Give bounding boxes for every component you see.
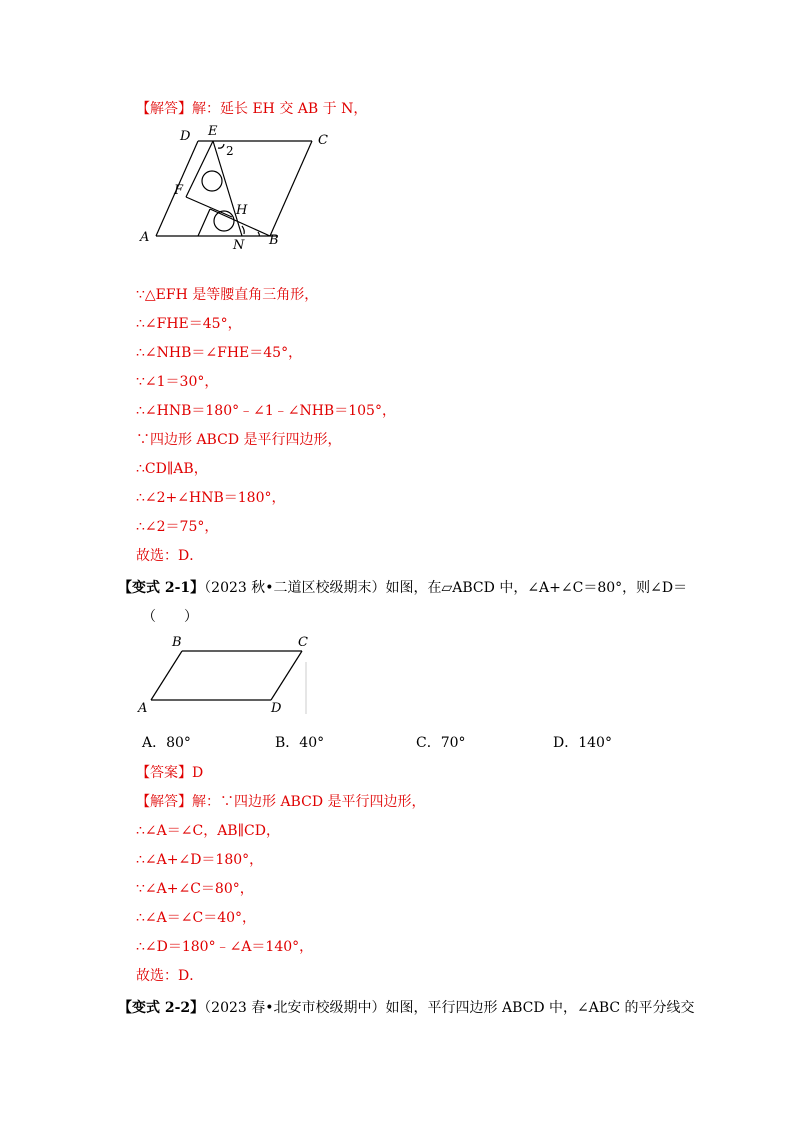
label-B: B: [172, 635, 182, 650]
option-d: D．140°: [553, 735, 612, 751]
label-D: D: [271, 701, 282, 716]
solution1-conclusion: 故选：D．: [136, 548, 204, 564]
option-c: C．70°: [416, 735, 466, 751]
solution1-step-4: ∵∠1＝30°，: [136, 374, 219, 390]
solution1-step-7: ∴CD∥AB，: [136, 461, 208, 477]
solution1-step-5: ∴∠HNB＝180°﹣∠1﹣∠NHB＝105°，: [136, 403, 396, 419]
option-a: A．80°: [142, 735, 191, 751]
variant21-step-4: ∴∠A＝∠C＝40°，: [136, 910, 257, 926]
solution-header: 【解答】解：延长 EH 交 AB 于 N，: [136, 101, 368, 117]
label-H: H: [236, 203, 248, 218]
solution1-step-8: ∴∠2+∠HNB＝180°，: [136, 490, 286, 506]
solution1-step-1: ∵△EFH 是等腰直角三角形，: [136, 287, 319, 303]
figure-parallelogram-triangle: [130, 122, 360, 257]
solution1-step-6: ∵四边形 ABCD 是平行四边形，: [136, 432, 342, 448]
label-C: C: [298, 635, 308, 650]
solution1-step-3: ∴∠NHB＝∠FHE＝45°，: [136, 345, 303, 361]
label-C: C: [318, 133, 328, 148]
variant21-answer: 【答案】D: [136, 765, 204, 781]
variant21-step-1: ∴∠A＝∠C，AB∥CD，: [136, 823, 280, 839]
label-D: D: [180, 129, 191, 144]
variant22-question-line: [118, 999, 695, 1017]
label-N: N: [233, 238, 245, 253]
variant21-conclusion: 故选：D．: [136, 968, 204, 984]
variant21-solution-header: 【解答】解：∵四边形 ABCD 是平行四边形，: [136, 794, 426, 810]
label-E: E: [208, 124, 218, 139]
solution1-step-2: ∴∠FHE＝45°，: [136, 316, 242, 332]
label-F: F: [174, 183, 184, 198]
label-B: B: [269, 233, 279, 248]
variant21-step-2: ∴∠A+∠D＝180°，: [136, 852, 264, 868]
variant21-tag: 【变式 2-1】: [118, 580, 205, 596]
label-A: A: [140, 230, 150, 245]
label-angle-2: 2: [226, 144, 234, 158]
variant21-step-5: ∴∠D＝180°﹣∠A＝140°，: [136, 939, 314, 955]
variant21-question: （2023 秋•二道区校级期末）如图，在▱ABCD 中，∠A+∠C＝80°，则∠D＝: [204, 580, 688, 596]
variant22-question: （2023 春•北安市校级期中）如图，平行四边形 ABCD 中，∠ABC 的平分线交: [204, 1000, 695, 1016]
option-b: B．40°: [275, 735, 325, 751]
variant21-question-line: [118, 579, 687, 597]
solution1-step-9: ∴∠2＝75°，: [136, 519, 219, 535]
variant21-step-3: ∵∠A+∠C＝80°，: [136, 881, 254, 897]
label-A: A: [138, 701, 148, 716]
figure-parallelogram-abcd: [130, 632, 320, 717]
variant22-tag: 【变式 2-2】: [118, 1000, 205, 1016]
variant21-blank: （ ）: [142, 609, 198, 625]
